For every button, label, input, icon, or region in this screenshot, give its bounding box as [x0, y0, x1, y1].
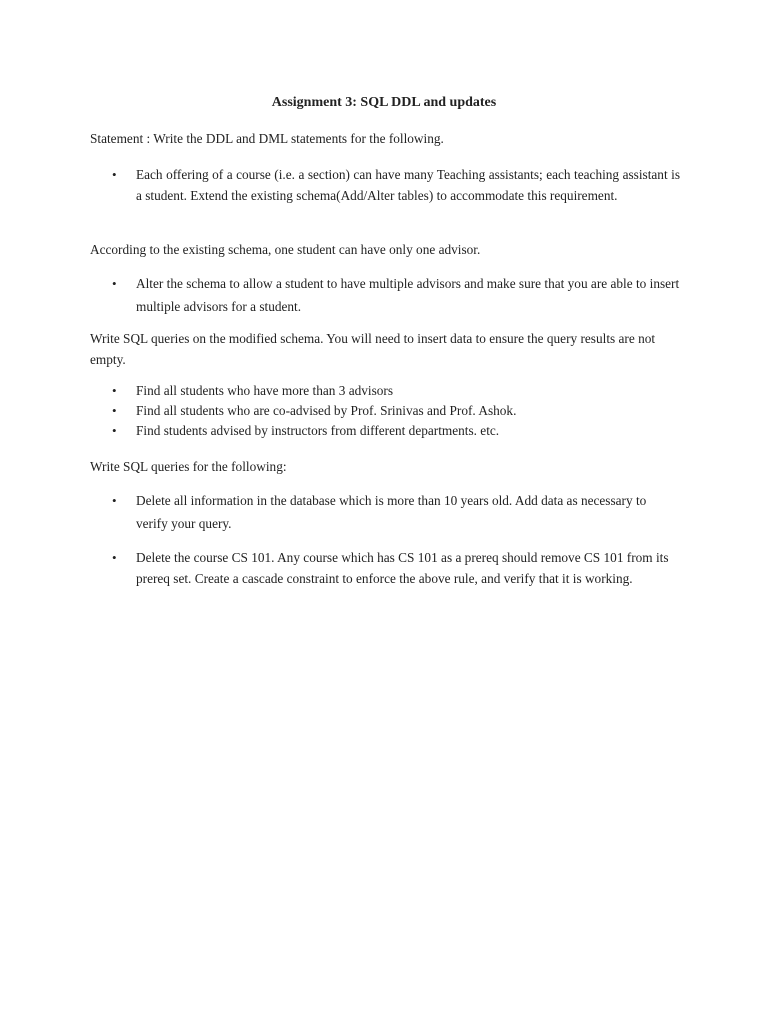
list-item-text: Find all students who are co-advised by Prof. Srinivas and Prof. Ashok. — [136, 403, 517, 418]
section2-bullet-list — [90, 272, 680, 318]
following-bullet-list — [90, 489, 680, 589]
advisor-note-text: According to the existing schema, one student can have only one advisor. — [90, 242, 481, 257]
bullet-icon: • — [112, 276, 117, 291]
bullet-icon: • — [112, 550, 117, 565]
bullet-icon: • — [112, 167, 117, 182]
queries-intro-text: Write SQL queries on the modified schema. You will need to insert data to ensure the query results are not empty. — [90, 331, 656, 367]
document-title: Assignment 3: SQL DDL and updates — [271, 95, 497, 110]
bullet-icon: • — [112, 493, 117, 508]
list-item-text: Find all students who have more than 3 advisors — [136, 383, 394, 398]
statement-text: Statement : Write the DDL and DML statements for the following. — [90, 131, 444, 146]
list-item — [90, 489, 680, 535]
bullet-icon: • — [112, 383, 117, 398]
section1-bullet-list — [90, 164, 680, 206]
list-item — [90, 164, 680, 206]
bullet-icon: • — [112, 423, 117, 438]
list-item-text: Alter the schema to allow a student to have multiple advisors and make sure that you are able to insert multiple advisors for a student. — [136, 276, 680, 314]
bullet-icon: • — [112, 403, 117, 418]
list-item — [90, 547, 680, 589]
query-bullet-list — [90, 381, 680, 441]
list-item-text: Delete all information in the database which is more than 10 years old. Add data as necessary to verify your query. — [136, 493, 647, 531]
list-item — [90, 272, 680, 318]
list-item — [90, 381, 680, 401]
list-item-text: Find students advised by instructors from different departments. etc. — [136, 423, 500, 438]
list-item-text: Each offering of a course (i.e. a section) can have many Teaching assistants; each teaching assistant is a student. Extend the existing schema(Add/Alter tables) to accommodate this requirement. — [136, 167, 680, 203]
list-item-text: Delete the course CS 101. Any course which has CS 101 as a prereq should remove CS 101 from its prereq set. Create a cascade constraint to enforce the above rule, and verify that it is working. — [136, 550, 669, 586]
list-item — [90, 401, 680, 421]
list-item — [90, 421, 680, 441]
following-intro-text: Write SQL queries for the following: — [90, 459, 287, 474]
